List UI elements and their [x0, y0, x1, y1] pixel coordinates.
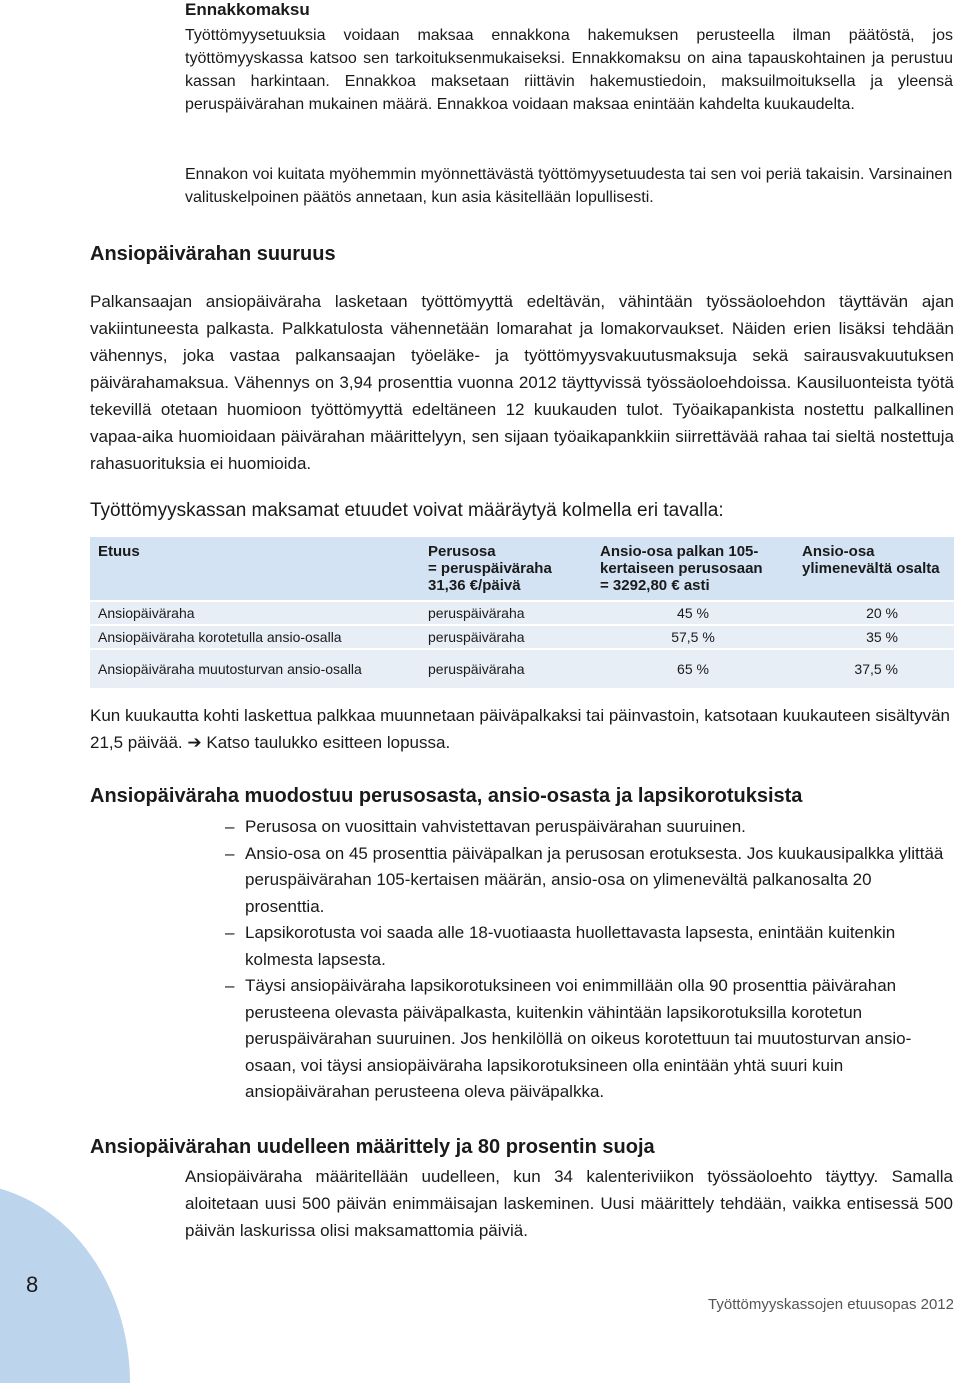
table-cell: Ansiopäiväraha muutosturvan ansio-osalla	[90, 648, 420, 688]
list-item-text: Täysi ansiopäiväraha lapsikorotuksineen voi enimmillään olla 90 prosenttia päivärahan perusteena olevasta päiväpalkasta, kuitenkin vähintään lapsikorotuksilla korotetun peruspäivärahan suuruinen. Jos henkilöllä on oikeus korotettuun tai muutosturvan ansio-osaan, voi täysi ansiopäiväraha lapsikorotuksineen olla enintään yhtä suuri kuin ansiopäivärahan perusteena oleva päiväpalkka.	[245, 976, 912, 1101]
table-cell: peruspäiväraha	[420, 624, 592, 648]
amount-paragraph: Palkansaajan ansiopäiväraha lasketaan työttömyyttä edeltävän, vähintään työssäoloehdon täyttävän ajan vakiintuneesta palkasta. Palkkatulosta vähennetään lomarahat ja lomakorvaukset. Näiden erien lisäksi tehdään vähennys, joka vastaa palkansaajan työeläke- ja työttömyysvakuutusmaksuja sekä sairausvakuutuksen päivärahamaksua. Vähennys on 3,94 prosenttia vuonna 2012 täyttyvissä työssäoloehdoissa. Kausiluonteista työtä tekevillä otetaan huomioon työttömyyttä edeltäneen 12 kuukauden tulot. Työaikapankista nostettu palkallinen vapaa-aika huomioidaan päivärahan määrittelyyn, sen sijaan työaikapankkiin siirrettävää rahaa tai sieltä nostettuja rahasuorituksia ei huomioida.	[90, 292, 954, 473]
list-item	[225, 841, 953, 921]
dash-bullet-icon: –	[225, 843, 235, 863]
table-row	[90, 648, 954, 688]
dash-bullet-icon: –	[225, 923, 235, 942]
arrow-right-icon: ➔	[187, 733, 202, 752]
conversion-link[interactable]: Katso taulukko esitteen lopussa.	[206, 733, 451, 752]
table-cell: Ansiopäiväraha	[90, 600, 420, 624]
footer-publication: Työttömyyskassojen etuusopas 2012	[708, 1296, 954, 1313]
amount-heading: Ansiopäivärahan suuruus	[90, 243, 336, 265]
benefits-table	[90, 537, 954, 688]
advance-paragraph-2: Ennakon voi kuitata myöhemmin myönnettävästä työttömyysetuudesta tai sen voi periä takaisin. Varsinainen valituskelpoinen päätös annetaan, kun asia käsitellään lopullisesti.	[185, 166, 953, 206]
list-item-text: Ansio-osa on 45 prosenttia päiväpalkan ja perusosan erotuksesta. Jos kuukausipalkka ylittää peruspäivärahan 105-kertaisen määrän, ansio-osa on ylimenevältä palkanosalta 20 prosenttia.	[245, 843, 944, 916]
table-cell: 35 %	[794, 624, 954, 648]
composition-heading: Ansiopäiväraha muodostuu perusosasta, ansio-osasta ja lapsikorotuksista	[90, 785, 803, 807]
redetermination-heading: Ansiopäivärahan uudelleen määrittely ja 80 prosentin suoja	[90, 1136, 655, 1158]
table-header-row	[90, 537, 954, 600]
table-row	[90, 600, 954, 624]
conversion-note	[90, 702, 954, 756]
advance-heading: Ennakkomaksu	[185, 0, 310, 19]
list-item-text: Lapsikorotusta voi saada alle 18-vuotiaasta huollettavasta lapsesta, enintään kuitenkin kolmesta lapsesta.	[245, 923, 896, 969]
list-item-text: Perusosa on vuosittain vahvistettavan peruspäivärahan suuruinen.	[245, 817, 746, 836]
page-number: 8	[26, 1272, 39, 1297]
table-header-cell: Etuus	[90, 537, 420, 600]
list-item	[225, 814, 953, 841]
table-cell: 45 %	[592, 600, 794, 624]
table-cell: 37,5 %	[794, 648, 954, 688]
conversion-text: Kun kuukautta kohti laskettua palkkaa muunnetaan päiväpalkaksi tai päinvastoin, katsotaan kuukauteen sisältyvän 21,5 päivää.	[90, 706, 950, 752]
dash-bullet-icon: –	[225, 817, 235, 836]
list-item	[225, 973, 953, 1106]
table-header-cell: Ansio-osa palkan 105- kertaiseen perusosaan = 3292,80 € asti	[592, 537, 794, 600]
table-header-cell: Ansio-osa ylimenevältä osalta	[794, 537, 954, 600]
dash-bullet-icon: –	[225, 976, 235, 995]
table-row	[90, 624, 954, 648]
redetermination-paragraph: Ansiopäiväraha määritellään uudelleen, kun 34 kalenteriviikon työssäoloehto täyttyy. Samalla aloitetaan uusi 500 päivän enimmäisajan laskeminen. Uusi määrittely tehdään, vaikka entisessä 500 päivän laskurissa olisi maksamattomia päiviä.	[185, 1167, 953, 1240]
table-cell: 65 %	[592, 648, 794, 688]
advance-paragraph-1: Työttömyysetuuksia voidaan maksaa ennakkona hakemuksen perusteella ilman päätöstä, jos työttömyyskassa katsoo sen tarkoituksenmukaiseksi. Ennakkomaksu on aina tapauskohtainen ja perustuu kassan harkintaan. Ennakkoa maksetaan riittävin hakemustiedoin, maksuilmoituksella ja yleensä peruspäivärahan mukainen määrä. Ennakkoa voidaan maksaa enintään kahdelta kuukaudelta.	[185, 27, 953, 113]
table-intro: Työttömyyskassan maksamat etuudet voivat määräytyä kolmella eri tavalla:	[90, 500, 724, 521]
corner-decoration	[0, 1183, 130, 1383]
table-cell: peruspäiväraha	[420, 600, 592, 624]
table-cell: peruspäiväraha	[420, 648, 592, 688]
composition-list	[225, 814, 953, 1106]
table-cell: 20 %	[794, 600, 954, 624]
list-item	[225, 920, 953, 973]
table-body	[90, 600, 954, 688]
table-cell: Ansiopäiväraha korotetulla ansio-osalla	[90, 624, 420, 648]
table-header-cell: Perusosa = peruspäiväraha 31,36 €/päivä	[420, 537, 592, 600]
table-cell: 57,5 %	[592, 624, 794, 648]
